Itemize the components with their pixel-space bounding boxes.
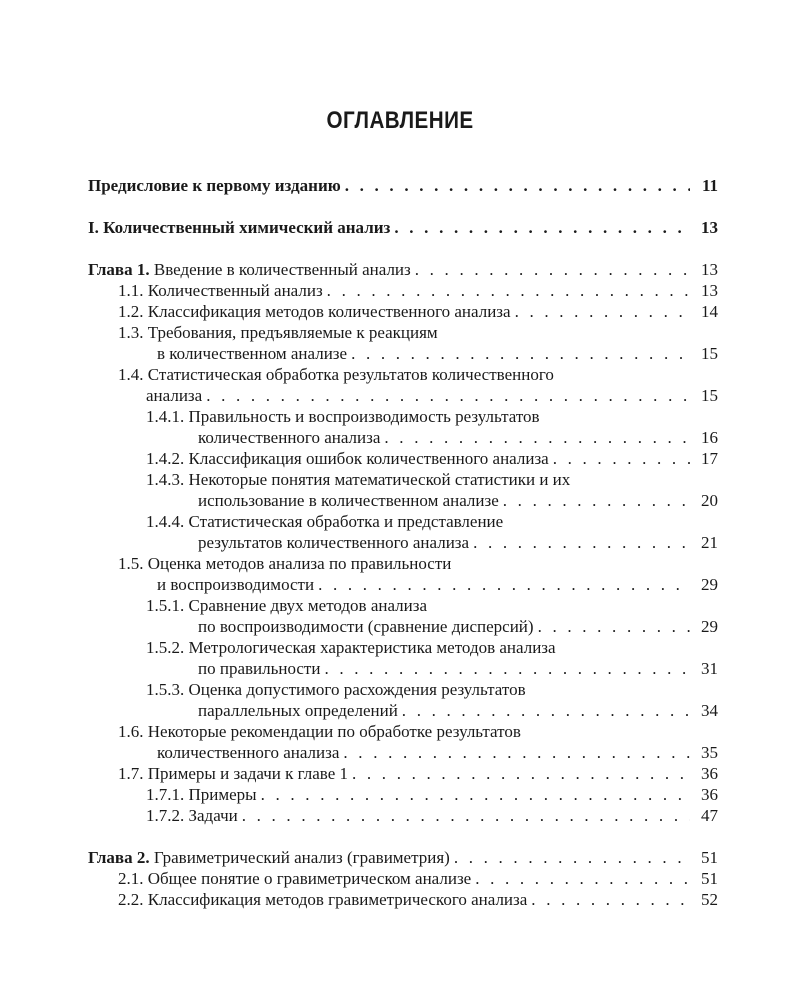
toc-entry-page: 51 (701, 869, 718, 888)
toc-entry-1-4-4-line-1[interactable]: 1.4.4. Статистическая обработка и представление (146, 512, 504, 531)
toc-entry-1-5-2[interactable] (88, 658, 718, 679)
toc-entry-page: 36 (701, 764, 718, 783)
toc-entry-1-4-3-line-1[interactable]: 1.4.3. Некоторые понятия математической статистики и их (146, 470, 571, 489)
toc-entry-label: Гравиметрический анализ (гравиметрия) (153, 848, 450, 867)
toc-entry-1-7[interactable] (88, 763, 718, 784)
leader-dots (531, 889, 690, 910)
toc-entry-page: 47 (701, 806, 718, 825)
toc-entry-2-1[interactable] (88, 868, 718, 889)
toc-entry-page: 13 (701, 260, 718, 279)
toc-entry-label: 1.7.1. Примеры (146, 785, 257, 804)
leader-dots (324, 658, 690, 679)
toc-entry-1-5-1[interactable] (88, 616, 718, 637)
leader-dots (538, 616, 690, 637)
leader-dots (402, 700, 690, 721)
toc-entry-label: 2.1. Общее понятие о гравиметрическом анализе (118, 869, 472, 888)
toc-entry-page: 34 (701, 701, 718, 720)
toc-entry-1-4-1-line-1[interactable]: 1.4.1. Правильность и воспроизводимость результатов (146, 407, 540, 426)
toc-entry-label-cont: количественного анализа (157, 743, 340, 762)
toc-entry-1-5-3-line-1[interactable]: 1.5.3. Оценка допустимого расхождения результатов (146, 680, 526, 699)
toc-entry-1-4-2[interactable] (88, 448, 718, 469)
chapter-prefix: Глава 2. (88, 848, 150, 867)
toc-entry-1-5[interactable] (88, 574, 718, 595)
toc-entry-label: Предисловие к первому изданию (88, 176, 341, 195)
leader-dots (475, 868, 690, 889)
toc-entry-1-7-1[interactable] (88, 784, 718, 805)
toc-entry-page: 15 (701, 344, 718, 363)
toc-entry-label-cont: использование в количественном анализе (198, 491, 499, 510)
leader-dots (318, 574, 690, 595)
leader-dots (384, 427, 690, 448)
toc-entry-1-6-line-1[interactable]: 1.6. Некоторые рекомендации по обработке результатов (118, 722, 521, 741)
toc-entry-1-5-3[interactable] (88, 700, 718, 721)
leader-dots (345, 175, 690, 196)
toc-entry-page: 35 (701, 743, 718, 762)
toc-entry-label: 1.7.2. Задачи (146, 806, 238, 825)
table-of-contents (88, 175, 718, 910)
toc-entry-page: 20 (701, 491, 718, 510)
toc-entry-1-5-line-1[interactable]: 1.5. Оценка методов анализа по правильности (118, 554, 452, 573)
leader-dots (394, 217, 690, 238)
toc-entry-page: 14 (701, 302, 718, 321)
toc-entry-page: 29 (701, 617, 718, 636)
toc-entry-chapter-2[interactable] (88, 847, 718, 868)
page-title: ОГЛАВЛЕНИЕ (326, 107, 474, 134)
toc-entry-1-6[interactable] (88, 742, 718, 763)
toc-entry-label-cont: результатов количественного анализа (198, 533, 470, 552)
toc-entry-1-4-4[interactable] (88, 532, 718, 553)
toc-entry-1-3-line-1[interactable]: 1.3. Требования, предъявляемые к реакциям (118, 323, 438, 342)
toc-entry-1-5-2-line-1[interactable]: 1.5.2. Метрологическая характеристика методов анализа (146, 638, 556, 657)
toc-entry-label: 1.7. Примеры и задачи к главе 1 (118, 764, 348, 783)
leader-dots (352, 763, 690, 784)
toc-entry-label-cont: анализа (146, 386, 203, 405)
toc-entry-chapter-1[interactable] (88, 259, 718, 280)
toc-entry-2-2[interactable] (88, 889, 718, 910)
leader-dots (553, 448, 690, 469)
toc-entry-page: 16 (701, 428, 718, 447)
toc-entry-label-cont: по правильности (198, 659, 321, 678)
toc-entry-label: 1.4.2. Классификация ошибок количественного анализа (146, 449, 549, 468)
toc-entry-page: 11 (701, 176, 718, 195)
toc-entry-page: 17 (701, 449, 718, 468)
toc-entry-1-7-2[interactable] (88, 805, 718, 826)
leader-dots (261, 784, 690, 805)
toc-entry-label-cont: по воспроизводимости (сравнение дисперсий) (198, 617, 534, 636)
toc-entry-label: 1.1. Количественный анализ (118, 281, 323, 300)
toc-entry-1-1[interactable] (88, 280, 718, 301)
toc-entry-1-2[interactable] (88, 301, 718, 322)
toc-entry-1-4-line-1[interactable]: 1.4. Статистическая обработка результатов количественного (118, 365, 554, 384)
leader-dots (515, 301, 690, 322)
leader-dots (327, 280, 690, 301)
chapter-prefix: Глава 1. (88, 260, 150, 279)
leader-dots (503, 490, 690, 511)
toc-entry-label-cont: в количественном анализе (157, 344, 348, 363)
leader-dots (415, 259, 690, 280)
toc-entry-preface[interactable] (88, 175, 718, 196)
toc-entry-label-cont: количественного анализа (198, 428, 381, 447)
toc-entry-page: 52 (701, 890, 718, 909)
leader-dots (473, 532, 690, 553)
leader-dots (343, 742, 690, 763)
toc-entry-1-4-1[interactable] (88, 427, 718, 448)
leader-dots (206, 385, 690, 406)
leader-dots (351, 343, 690, 364)
toc-entry-part-1[interactable] (88, 217, 718, 238)
toc-entry-label-cont: и воспроизводимости (157, 575, 315, 594)
toc-entry-label: 1.2. Классификация методов количественного анализа (118, 302, 511, 321)
toc-entry-page: 31 (701, 659, 718, 678)
toc-entry-page: 51 (701, 848, 718, 867)
toc-entry-label-cont: параллельных определений (198, 701, 398, 720)
toc-entry-1-3[interactable] (88, 343, 718, 364)
toc-entry-1-4-3[interactable] (88, 490, 718, 511)
toc-entry-page: 36 (701, 785, 718, 804)
toc-entry-1-4[interactable] (88, 385, 718, 406)
toc-entry-page: 13 (701, 218, 718, 237)
toc-entry-label: I. Количественный химический анализ (88, 218, 391, 237)
leader-dots (242, 805, 690, 826)
toc-entry-label: Введение в количественный анализ (153, 260, 411, 279)
toc-entry-label: 2.2. Классификация методов гравиметрического анализа (118, 890, 528, 909)
toc-entry-page: 15 (701, 386, 718, 405)
toc-entry-page: 21 (701, 533, 718, 552)
toc-entry-page: 29 (701, 575, 718, 594)
toc-entry-1-5-1-line-1[interactable]: 1.5.1. Сравнение двух методов анализа (146, 596, 428, 615)
leader-dots (454, 847, 690, 868)
toc-entry-page: 13 (701, 281, 718, 300)
